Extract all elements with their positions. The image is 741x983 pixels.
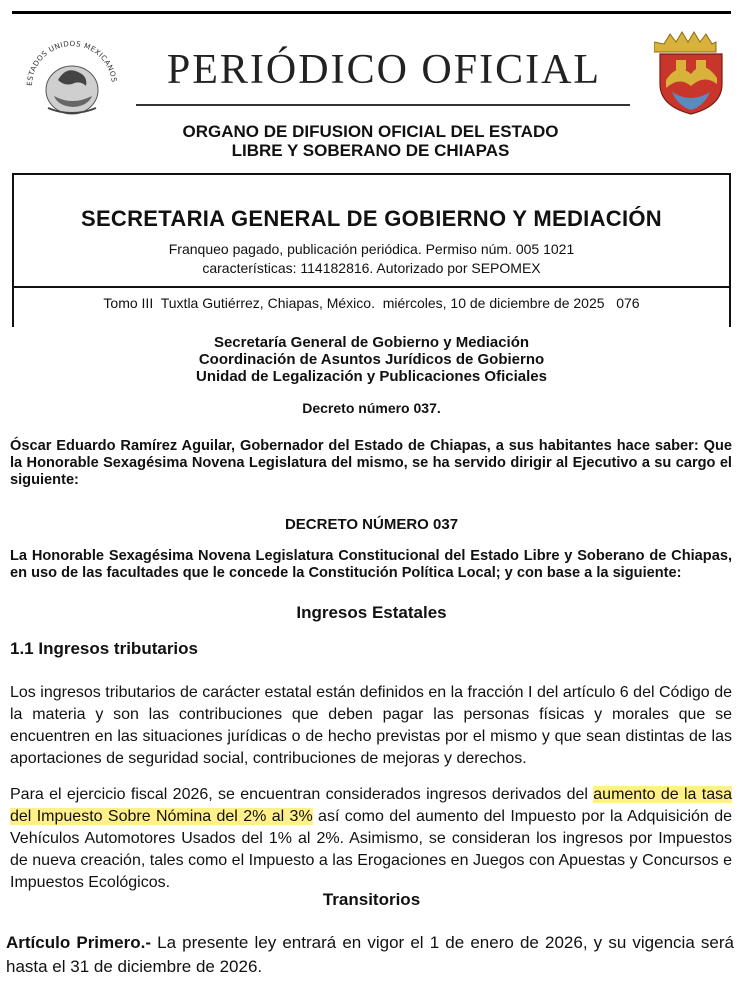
issue-info: Tomo III Tuxtla Gutiérrez, Chiapas, México. miércoles, 10 de diciembre de 2025 076 — [103, 295, 640, 311]
article-first-text: La presente ley entrará en vigor el 1 de enero de 2026, y su vigencia será hasta el 31 de diciembre de 2026. — [6, 933, 734, 976]
governor-paragraph: Óscar Eduardo Ramírez Aguilar, Gobernador del Estado de Chiapas, a sus habitantes hace saber: Que la Honorable Sexagésima Novena Legislatura del mismo, se ha servido dirigir al Ejecutivo a su cargo el siguiente: — [10, 438, 732, 488]
header-box-divider — [12, 286, 731, 288]
seal-ring-text: ESTADOS UNIDOS MEXICANOS — [24, 38, 119, 87]
issuer-line-3: Unidad de Legalización y Publicaciones Oficiales — [196, 368, 547, 385]
highlighted-text: aumento de la tasa del Impuesto Sobre Nómina del 2% al 3% — [10, 786, 732, 825]
subtitle-line-2: LIBRE Y SOBERANO DE CHIAPAS — [231, 141, 510, 160]
issuer-line-2: Coordinación de Asuntos Jurídicos de Gobierno — [198, 351, 545, 368]
mexican-seal-icon — [18, 30, 126, 130]
title-rule — [136, 104, 630, 106]
subtitle-line-1: ORGANO DE DIFUSION OFICIAL DEL ESTADO — [182, 122, 559, 141]
newspaper-title: PERIÓDICO OFICIAL — [166, 47, 602, 93]
article-first-label: Artículo Primero.- — [6, 933, 151, 952]
postage-info — [12, 240, 731, 278]
top-rule — [12, 11, 731, 14]
postage-line-1: Franqueo pagado, publicación periódica. Permiso núm. 005 1021 — [168, 241, 575, 257]
postage-line-2: características: 114182816. Autorizado por SEPOMEX — [202, 260, 541, 276]
subsection-title: 1.1 Ingresos tributarios — [10, 639, 198, 658]
issuing-office — [12, 334, 731, 385]
issuer-line-1: Secretaría General de Gobierno y Mediación — [213, 334, 530, 351]
chiapas-crest-icon — [654, 30, 728, 116]
legislature-paragraph: La Honorable Sexagésima Novena Legislatura Constitucional del Estado Libre y Soberano de Chiapas, en uso de las facultades que le concede la Constitución Política Local; y con base a la siguiente: — [10, 548, 732, 581]
decree-title: DECRETO NÚMERO 037 — [284, 516, 459, 533]
para2-text-start: Para el ejercicio fiscal 2026, se encuentran considerados ingresos derivados del — [10, 786, 594, 803]
fiscal-2026-paragraph — [10, 784, 732, 894]
secretaria-heading: SECRETARIA GENERAL DE GOBIERNO Y MEDIACIÓN — [80, 206, 662, 231]
section-title: Ingresos Estatales — [296, 603, 447, 622]
para2-text-end: así como del aumento del Impuesto por la Adquisición de Vehículos Automotores Usados del 1% al 2%. Asimismo, se consideran los ingresos por Impuestos de nueva creación, tales como el Impuesto a las Erogaciones en Juegos con Apuestas y Concursos e Impuestos Ecológicos. — [10, 808, 732, 891]
decree-number-label: Decreto número 037. — [302, 400, 441, 416]
article-first — [6, 931, 734, 979]
tax-income-paragraph: Los ingresos tributarios de carácter estatal están definidos en la fracción I del artículo 6 del Código de la materia y son las contribuciones que deben pagar las personas físicas y morales que se encuentren en las situaciones jurídicas o de hecho previstas por el mismo y que sean distintas de las aportaciones de seguridad social, contribuciones de mejoras y derechos. — [10, 684, 732, 767]
transitorios-title: Transitorios — [322, 890, 421, 909]
masthead-subtitle — [100, 122, 641, 160]
